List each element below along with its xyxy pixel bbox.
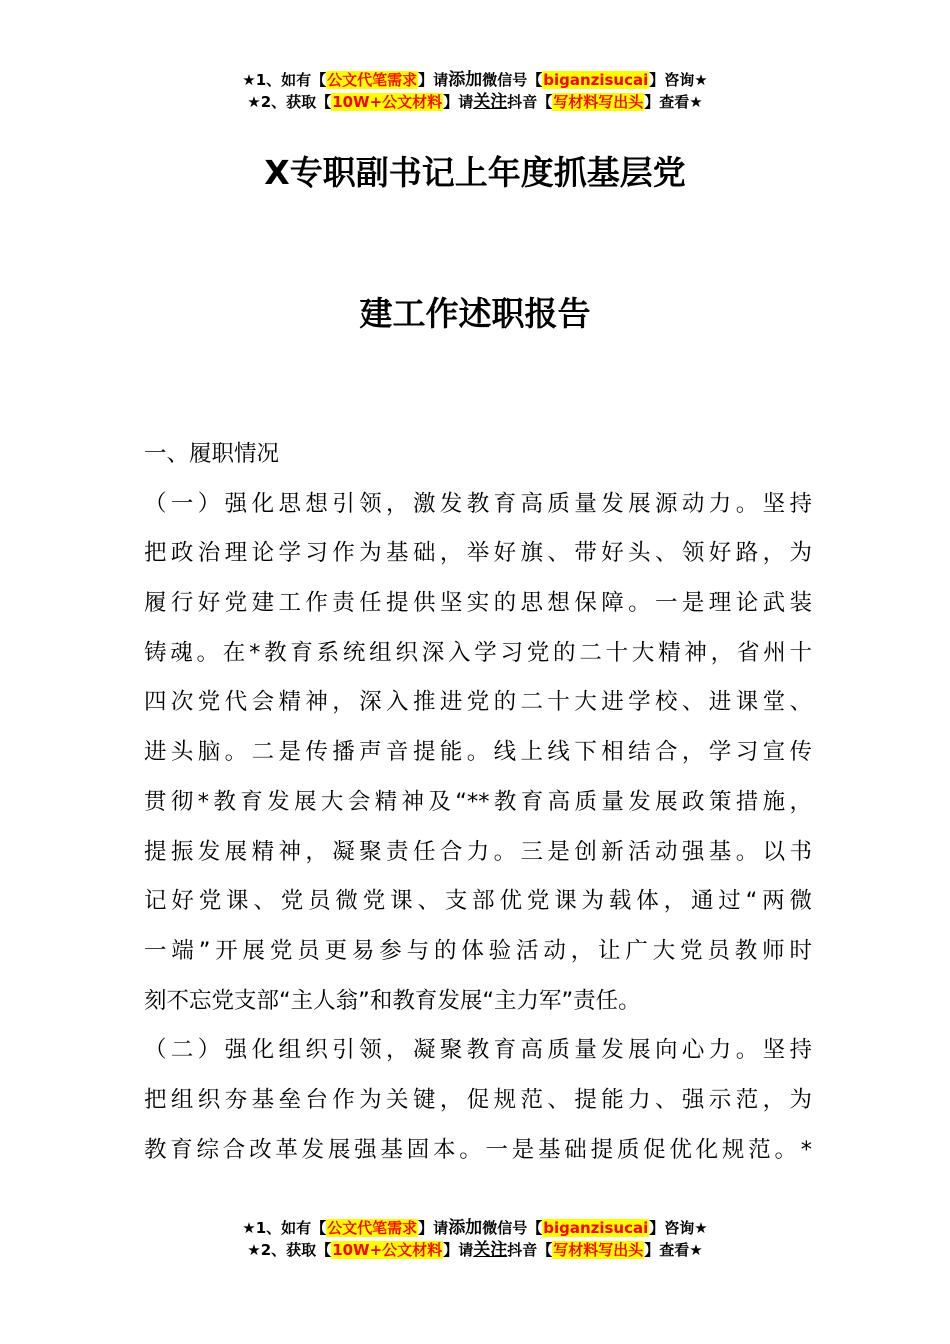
banner-highlight-wechat-id: biganzisucai (543, 71, 649, 89)
banner-text: ★1、如有【 (242, 1219, 327, 1237)
document-body (144, 430, 812, 1175)
banner-text: ★1、如有【 (242, 71, 327, 89)
paragraph-line: 一端”开展党员更易参与的体验活动，让广大党员教师时 (144, 937, 812, 964)
banner-emphasis: 关注 (473, 92, 508, 112)
banner-highlight-materials: 10W+公文材料 (332, 93, 443, 111)
document-title-line-1: X专职副书记上年度抓基层党 (264, 153, 686, 192)
banner-text: 】请 (443, 1241, 474, 1259)
paragraph-line: 记好党课、党员微党课、支部优党课为载体，通过“两微 (144, 888, 812, 915)
banner-line-1 (0, 69, 950, 91)
paragraph-line: （一）强化思想引领，激发教育高质量发展源动力。坚持 (144, 490, 812, 517)
banner-text: 】查看★ (644, 1241, 703, 1259)
banner-text: 】咨询★ (649, 1219, 708, 1237)
banner-highlight-materials: 10W+公文材料 (332, 1241, 443, 1259)
footer-banner (0, 1217, 950, 1261)
banner-line-2 (0, 91, 950, 113)
banner-text: 抖音【 (507, 1241, 553, 1259)
paragraph-line: 把政治理论学习作为基础，举好旗、带好头、领好路，为 (144, 540, 812, 567)
banner-text: 】请 (418, 71, 449, 89)
document-title-line-2: 建工作述职报告 (359, 294, 591, 333)
paragraph-line: 贯彻*教育发展大会精神及“**教育高质量发展政策措施， (144, 788, 812, 815)
paragraph-line: 四次党代会精神，深入推进党的二十大进学校、进课堂、 (144, 689, 812, 716)
banner-highlight-douyin: 写材料写出头 (553, 1241, 644, 1259)
banner-text: ★2、获取【 (247, 1241, 332, 1259)
banner-highlight-service: 公文代笔需求 (327, 1219, 418, 1237)
paragraph-line: 教育综合改革发展强基固本。一是基础提质促优化规范。* (144, 1136, 812, 1163)
paragraph-line: 提振发展精神，凝聚责任合力。三是创新活动强基。以书 (144, 838, 812, 865)
paragraph-line: 进头脑。二是传播声音提能。线上线下相结合，学习宣传 (144, 739, 812, 766)
banner-text: 】请 (443, 93, 474, 111)
banner-text: 】查看★ (644, 93, 703, 111)
banner-text: 微信号【 (482, 71, 543, 89)
paragraph-line: 铸魂。在*教育系统组织深入学习党的二十大精神，省州十 (144, 639, 812, 666)
header-banner (0, 69, 950, 113)
banner-emphasis: 添加 (448, 1218, 483, 1238)
section-heading: 一、履职情况 (144, 441, 280, 467)
banner-line-1 (0, 1217, 950, 1239)
paragraph-line: 刻不忘党支部“主人翁”和教育发展“主力军”责任。 (144, 987, 641, 1014)
banner-text: ★2、获取【 (247, 93, 332, 111)
banner-highlight-service: 公文代笔需求 (327, 71, 418, 89)
banner-text: 】请 (418, 1219, 449, 1237)
paragraph-line: （二）强化组织引领，凝聚教育高质量发展向心力。坚持 (144, 1037, 812, 1064)
banner-text: 抖音【 (507, 93, 553, 111)
banner-text: 微信号【 (482, 1219, 543, 1237)
paragraph-line: 履行好党建工作责任提供坚实的思想保障。一是理论武装 (144, 590, 812, 617)
banner-text: 】咨询★ (649, 71, 708, 89)
banner-emphasis: 关注 (473, 1240, 508, 1260)
banner-emphasis: 添加 (448, 70, 483, 90)
banner-line-2 (0, 1239, 950, 1261)
paragraph-line: 把组织夯基垒台作为关键，促规范、提能力、强示范，为 (144, 1086, 812, 1113)
banner-highlight-douyin: 写材料写出头 (553, 93, 644, 111)
banner-highlight-wechat-id: biganzisucai (543, 1219, 649, 1237)
